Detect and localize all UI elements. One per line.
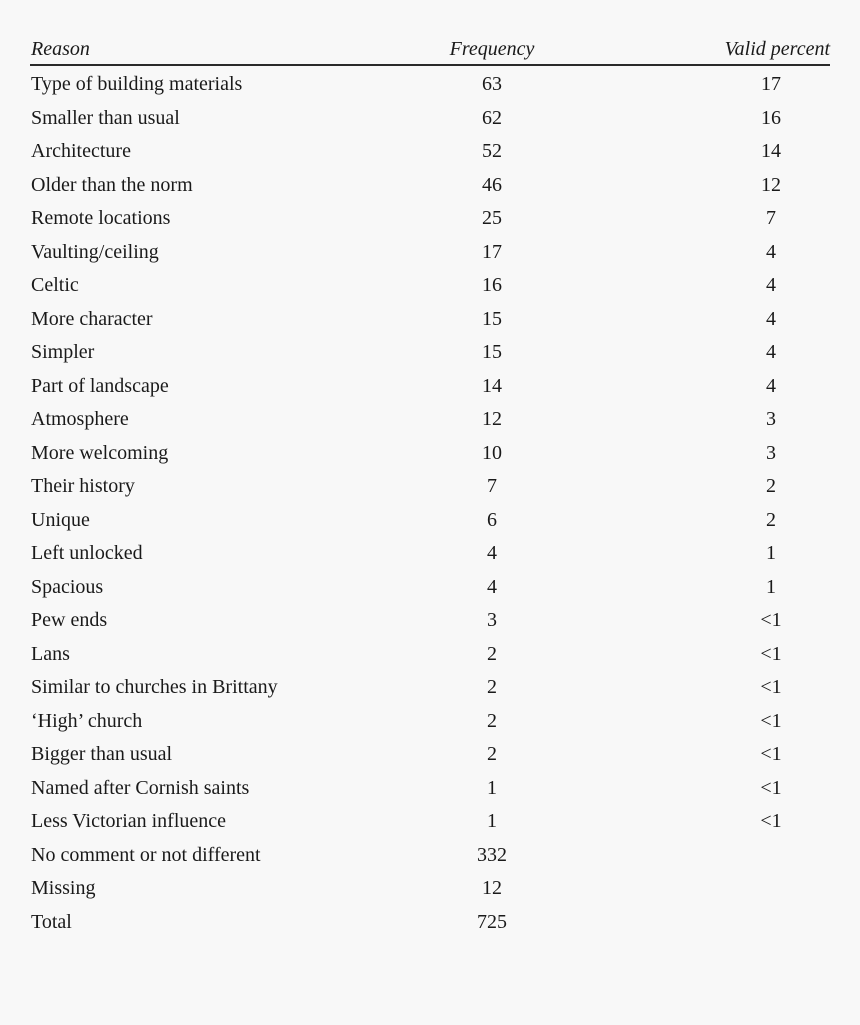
table-row — [30, 839, 830, 873]
table-row — [30, 269, 830, 303]
cell-reason: Unique — [31, 508, 90, 531]
cell-reason: More welcoming — [31, 441, 169, 464]
table-row — [30, 671, 830, 705]
table-row — [30, 370, 830, 404]
table-row — [30, 403, 830, 437]
cell-valid-percent-text: 4 — [766, 341, 776, 363]
cell-reason: Pew ends — [31, 609, 108, 631]
cell-valid-percent-text: 1 — [766, 575, 776, 598]
cell-reason: Lans — [31, 642, 70, 665]
cell-reason: Bigger than usual — [31, 743, 173, 765]
table-row — [30, 537, 830, 571]
cell-valid-percent-text: 14 — [761, 140, 781, 162]
cell-reason: Spacious — [31, 575, 104, 598]
table-row — [30, 202, 830, 236]
cell-frequency-text: 1 — [487, 776, 497, 799]
cell-frequency-text: 2 — [487, 709, 497, 732]
cell-valid-percent-text: 17 — [761, 73, 781, 95]
table-row — [30, 872, 830, 906]
cell-valid-percent-text: 2 — [766, 475, 776, 497]
cell-frequency-text: 25 — [482, 207, 502, 229]
cell-valid-percent-text: <1 — [760, 709, 782, 732]
table-row — [30, 336, 830, 370]
cell-valid-percent-text: <1 — [760, 676, 782, 698]
cell-frequency-text: 7 — [487, 475, 497, 497]
cell-reason: Type of building materials — [31, 73, 243, 95]
cell-valid-percent-text: 1 — [766, 542, 776, 564]
cell-reason: ‘High’ church — [31, 709, 143, 732]
cell-reason: No comment or not different — [31, 843, 261, 866]
cell-frequency-text: 46 — [482, 173, 502, 196]
table-row — [30, 135, 830, 169]
cell-valid-percent-text: 16 — [761, 106, 781, 129]
table-header-row — [30, 34, 830, 66]
table-row — [30, 68, 830, 102]
cell-reason: Part of landscape — [31, 374, 169, 397]
table-row — [30, 504, 830, 538]
cell-frequency-text: 10 — [482, 441, 502, 464]
table-row — [30, 738, 830, 772]
cell-reason: Architecture — [31, 140, 131, 162]
cell-reason: Less Victorian influence — [31, 810, 227, 832]
cell-valid-percent-text: 2 — [766, 508, 776, 531]
cell-reason: Missing — [31, 877, 96, 899]
cell-frequency-text: 6 — [487, 508, 497, 531]
cell-frequency-text: 2 — [487, 642, 497, 665]
cell-reason: Atmosphere — [31, 408, 129, 430]
cell-valid-percent-text: 4 — [766, 274, 776, 296]
cell-frequency-text: 15 — [482, 341, 502, 363]
cell-frequency-text: 16 — [482, 274, 502, 296]
cell-valid-percent-text: 4 — [766, 374, 776, 397]
cell-frequency-text: 1 — [487, 810, 497, 832]
cell-frequency-text: 4 — [487, 542, 497, 564]
cell-frequency-text: 4 — [487, 575, 497, 598]
table-row — [30, 604, 830, 638]
table-row — [30, 571, 830, 605]
cell-valid-percent-text: <1 — [760, 609, 782, 631]
cell-reason: Celtic — [31, 274, 79, 296]
cell-reason: Vaulting/ceiling — [31, 240, 159, 263]
cell-frequency-text: 63 — [482, 73, 502, 95]
table-row — [30, 805, 830, 839]
table-row — [30, 169, 830, 203]
table-row — [30, 303, 830, 337]
cell-valid-percent-text: <1 — [760, 810, 782, 832]
cell-reason: Total — [31, 910, 72, 933]
cell-frequency-text: 2 — [487, 743, 497, 765]
header-valid-percent: Valid percent — [724, 38, 830, 60]
table-body — [30, 66, 830, 939]
cell-reason: Smaller than usual — [31, 106, 180, 129]
cell-valid-percent-text: 4 — [766, 307, 776, 330]
cell-reason: Older than the norm — [31, 173, 193, 196]
table-row — [30, 102, 830, 136]
cell-frequency-text: 725 — [477, 910, 507, 933]
cell-reason: More character — [31, 307, 153, 330]
cell-reason: Named after Cornish saints — [31, 776, 250, 799]
cell-reason: Simpler — [31, 341, 95, 363]
header-frequency-text: Frequency — [449, 38, 535, 60]
cell-reason: Left unlocked — [31, 542, 143, 564]
cell-valid-percent-text: 7 — [766, 207, 776, 229]
cell-frequency-text: 12 — [482, 408, 502, 430]
cell-valid-percent-text: 3 — [766, 408, 776, 430]
cell-frequency-text: 2 — [487, 676, 497, 698]
table-row — [30, 437, 830, 471]
cell-frequency-text: 332 — [477, 843, 507, 866]
cell-reason: Similar to churches in Brittany — [31, 676, 278, 698]
cell-frequency-text: 15 — [482, 307, 502, 330]
cell-reason: Their history — [31, 475, 135, 497]
table-row — [30, 470, 830, 504]
cell-valid-percent-text: <1 — [760, 642, 782, 665]
cell-reason: Remote locations — [31, 207, 171, 229]
cell-valid-percent-text: 4 — [766, 240, 776, 263]
header-reason: Reason — [31, 38, 90, 60]
cell-valid-percent-text: 12 — [761, 173, 781, 196]
table-row — [30, 236, 830, 270]
frequency-table — [30, 34, 830, 939]
cell-frequency-text: 3 — [487, 609, 497, 631]
cell-valid-percent-text: <1 — [760, 776, 782, 799]
cell-frequency-text: 12 — [482, 877, 502, 899]
cell-frequency-text: 17 — [482, 240, 502, 263]
cell-frequency-text: 14 — [482, 374, 502, 397]
table-row — [30, 906, 830, 940]
cell-valid-percent-text: <1 — [760, 743, 782, 765]
table-row — [30, 705, 830, 739]
cell-valid-percent-text: 3 — [766, 441, 776, 464]
cell-frequency-text: 62 — [482, 106, 502, 129]
table-row — [30, 638, 830, 672]
cell-frequency-text: 52 — [482, 140, 502, 162]
table-row — [30, 772, 830, 806]
